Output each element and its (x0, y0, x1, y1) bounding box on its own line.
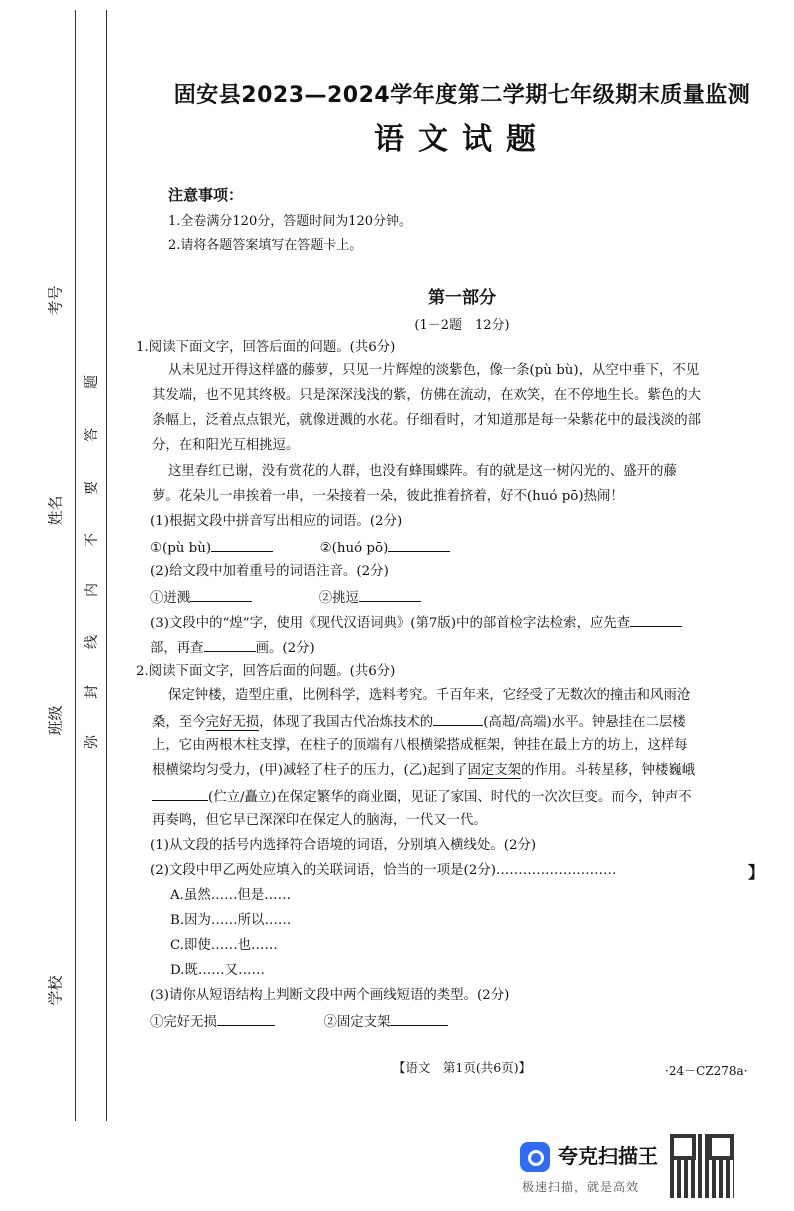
answer-blank (152, 786, 208, 801)
subject-title: 语文试题 (374, 122, 550, 157)
q1-sub1: (1)根据文段中拼音写出相应的词语。(2分) (150, 514, 403, 529)
answer-blank (630, 612, 682, 627)
option-c: C.即使……也…… (170, 938, 278, 953)
q2-passage-line: 根横梁均匀受力，(甲)减轻了柱子的压力，(乙)起到了固定支架的作用。斗转星移，钟楼巍峨 (152, 763, 696, 778)
q2-sub3-answers: ①完好无损 ②固定支架 (150, 1011, 448, 1033)
q1-sub2-answers (150, 587, 421, 609)
exam-title: 固安县2023—2024学年度第二学期七年级期末质量监测 (173, 83, 751, 108)
answer-blank (359, 587, 421, 602)
q1-passage-line: 条幅上，泛着点点银光，就像迸溅的水花。仔细看时，才知道那是每一朵紫花中的最浅淡的部 (152, 413, 702, 428)
binding-line-inner (106, 10, 107, 1121)
q1-passage-line: 分，在和阳光互相挑逗。 (152, 438, 300, 453)
school-field (40, 970, 70, 1010)
part-subtitle: (1－2题 12分) (414, 318, 510, 333)
answer-blank (204, 637, 256, 652)
q1-sub2-a-label: ①迸溅 (150, 591, 191, 606)
answer-blank (390, 1011, 448, 1026)
page-footer: 【语文 第1页(共6页)】 (392, 1060, 532, 1075)
exam-page: 考号 姓名 班级 学校 题 答 要 不 内 线 封 弥 固安县2023—2024学年度第二学期七年级期末质量监测 语文试题 注意事项： 1.全卷满分120分，答题时间为120分钟。 2.请将各题答案填写在答题卡上。 第一部分 (1－2题 12分) 1.阅读下面文字，回答后面的问题。(共6分) 从未见过开得这样盛的藤萝，只见一片辉煌的淡紫色，像一条(pù bù)，从空中垂下，不见 其发端，也不见其终极。只是深深浅浅的紫，仿佛在流动，在欢笑，在不停地生长。紫色的大 条幅上，泛着点点银光，就像迸溅的水花。仔细看时，才知道那是每一朵紫花中的最浅淡的部 分，在和阳光互相挑逗。 这里春红已谢，没有赏花的人群，也没有蜂围蝶阵。有的就是这一树闪光的、盛开的藤 萝。花朵儿一串挨着一串，一朵接着一朵，彼此推着挤着，好不(huó pō)热闹！ (1)根据文段中拼音写出相应的词语。(2分) ①(pù bù) ②(huó pō) (2)给文段中加着重号的词语注音。(2分) ①迸溅 ②挑逗 (3)文段中的“煌”字，使用《现代汉语词典》(第7版)中的部首检字法检索，应先查 部，再查 画。(2分) 2.阅读下面文字，回答后面的问题。(共6分) 保定钟楼，造型庄重，比例科学，选料考究。千百年来，它经受了无数次的撞击和风雨沧 桑，至今完好无损，体现了我国古代冶炼技术的 (高超/高端)水平。钟悬挂在二层楼 上，它由两根木柱支撑，在柱子的顶端有八根横梁搭成框架，钟挂在最上方的坊上，这样每 根横梁均匀受力，(甲)减轻了柱子的压力，(乙)起到了固定支架的作用。斗转星移，钟楼巍峨 (伫立/矗立)在保定繁华的商业圈，见证了家国、时代的一次次巨变。而今，钟声不 再奏鸣，但它早已深深印在保定人的脑海，一代又一代。 (1)从文段的括号内选择符合语境的词语，分别填入横线处。(2分) (2)文段中甲乙两处应填入的关联词语，恰当的一项是(2分)……………………… 】 A.虽然……但是…… B.因为……所以…… C.即使……也…… D.既……又…… (3)请你从短语结构上判断文段中两个画线短语的类型。(2分) ①完好无损 ②固定支架 【语文 第1页(共6页)】 ·24－CZ278a· 夸克扫描王 极速扫描，就是高效 (0, 0, 794, 1211)
q1-sub3-line2: 部，再查 画。(2分) (150, 637, 315, 659)
q1-passage-line: 其发端，也不见其终极。只是深深浅浅的紫，仿佛在流动，在欢笑，在不停地生长。紫色的大 (152, 388, 702, 403)
paper-code: ·24－CZ278a· (665, 1064, 748, 1078)
q1-sub1-b-label: ②(huó pō) (319, 541, 389, 556)
underlined-phrase: 固定支架 (467, 763, 522, 778)
q2-passage-line: 上，它由两根木柱支撑，在柱子的顶端有八根横梁搭成框架，钟挂在最上方的坊上，这样每 (152, 738, 688, 753)
school-label: 学校 (46, 975, 65, 1006)
notice-item: 1.全卷满分120分，答题时间为120分钟。 (168, 214, 413, 229)
part-title: 第一部分 (428, 288, 496, 308)
scanner-slogan: 极速扫描，就是高效 (522, 1180, 640, 1194)
exam-no-label: 考号 (46, 285, 65, 316)
underlined-phrase: 完好无损 (205, 715, 260, 730)
scanner-app-name: 夸克扫描王 (558, 1144, 658, 1168)
q1-stem: 1.阅读下面文字，回答后面的问题。(共6分) (136, 340, 396, 355)
q1-passage-line: 萝。花朵儿一串挨着一串，一朵接着一朵，彼此推着挤着，好不(huó pō)热闹！ (152, 489, 624, 504)
binding-line-outer (75, 10, 76, 1121)
q2-sub1: (1)从文段的括号内选择符合语境的词语，分别填入横线处。(2分) (150, 838, 537, 853)
class-field (40, 700, 70, 740)
q2-stem: 2.阅读下面文字，回答后面的问题。(共6分) (136, 664, 396, 679)
q2-passage-line: 桑，至今完好无损，体现了我国古代冶炼技术的 (高超/高端)水平。钟悬挂在二层楼 (152, 711, 686, 733)
option-b: B.因为……所以…… (170, 913, 292, 928)
q2-passage-line: 再奏鸣，但它早已深深印在保定人的脑海，一代又一代。 (152, 813, 487, 828)
q2-sub2: (2)文段中甲乙两处应填入的关联词语，恰当的一项是(2分)……………………… (150, 863, 617, 878)
q1-passage-line: 从未见过开得这样盛的藤萝，只见一片辉煌的淡紫色，像一条(pù bù)，从空中垂下，不见 (168, 363, 700, 378)
q1-passage-line: 这里春红已谢，没有赏花的人群，也没有蜂围蝶阵。有的就是这一树闪光的、盛开的藤 (168, 464, 677, 479)
name-label: 姓名 (46, 495, 65, 526)
option-d: D.既……又…… (170, 963, 265, 978)
answer-blank (433, 711, 483, 726)
q1-sub1-a-label: ①(pù bù) (150, 541, 212, 556)
q2-sub3: (3)请你从短语结构上判断文段中两个画线短语的类型。(2分) (150, 988, 510, 1003)
exam-no-field (40, 270, 70, 330)
notice-item: 2.请将各题答案填写在答题卡上。 (168, 238, 363, 253)
answer-blank (388, 537, 450, 552)
scanner-logo-icon (520, 1142, 550, 1172)
notice-heading: 注意事项： (168, 186, 244, 204)
answer-blank (211, 537, 273, 552)
q1-sub3-line1: (3)文段中的“煌”字，使用《现代汉语词典》(第7版)中的部首检字法检索，应先查 (150, 612, 682, 634)
q2-passage-line: 保定钟楼，造型庄重，比例科学，选料考究。千百年来，它经受了无数次的撞击和风雨沧 (168, 688, 691, 703)
q1-sub2-b-label: ②挑逗 (318, 591, 359, 606)
q1-sub2: (2)给文段中加着重号的词语注音。(2分) (150, 564, 389, 579)
answer-blank (190, 587, 252, 602)
q2-passage-line: (伫立/矗立)在保定繁华的商业圈，见证了家国、时代的一次次巨变。而今，钟声不 (152, 786, 692, 808)
name-field (40, 490, 70, 530)
class-label: 班级 (46, 705, 65, 736)
q1-sub1-answers (150, 537, 450, 559)
answer-blank (217, 1011, 275, 1026)
qr-code-icon (670, 1134, 734, 1198)
option-a: A.虽然……但是…… (170, 888, 292, 903)
answer-bracket: 】 (748, 863, 765, 882)
